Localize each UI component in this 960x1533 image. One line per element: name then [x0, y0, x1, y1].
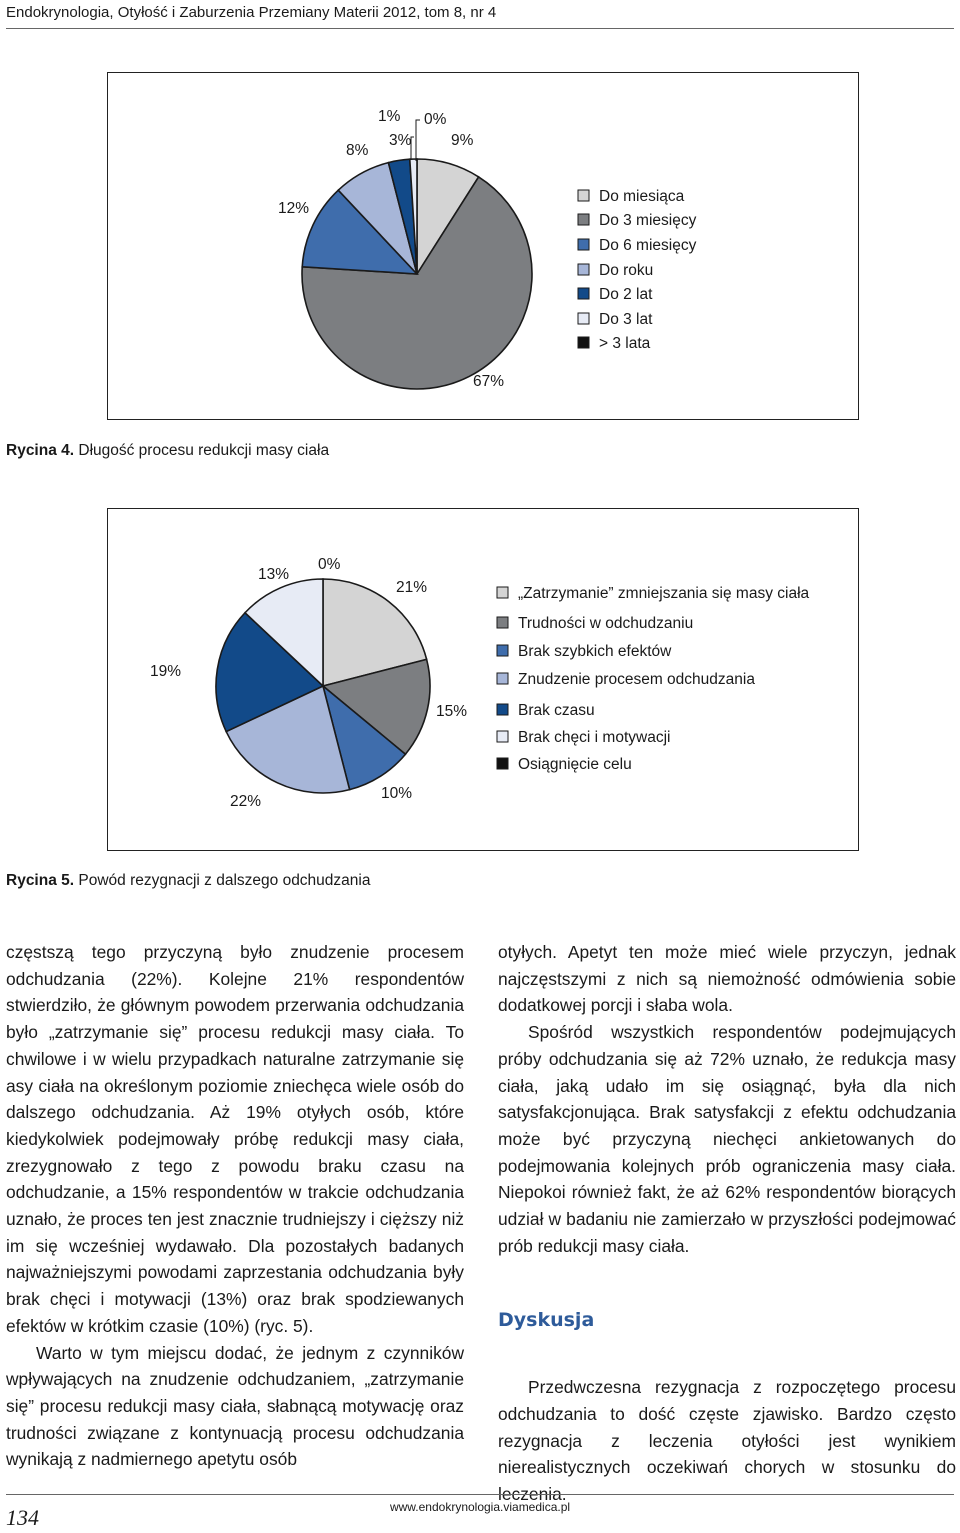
figure-5-chart	[107, 508, 859, 851]
figure-5-caption	[6, 872, 370, 890]
pie-value-label: 8%	[346, 142, 369, 159]
body-paragraph: Warto w tym miejscu dodać, że jednym z czynników wpływających na znudzenie odchudzaniem, „zatrzymanie się” procesu redukcji masy ciała, słabnącą motywację oraz trudności związane z kontynuacją procesu odchudzania wynikają z nadmiernego apetytu osób	[6, 1342, 464, 1470]
section-heading-dyskusja: Dyskusja	[498, 1309, 595, 1332]
legend-swatch	[578, 264, 589, 275]
page-number: 134	[6, 1505, 39, 1530]
journal-url: www.endokrynologia.viamedica.pl	[389, 1500, 571, 1514]
text-column-right	[498, 939, 956, 1508]
legend-swatch	[578, 190, 589, 201]
figure-4-pie-svg	[108, 73, 858, 419]
pie-value-label: 0%	[424, 111, 447, 128]
leader-line	[411, 137, 414, 160]
body-paragraph: Przedwczesna rezygnacja z rozpoczętego procesu odchudzania to dość częste zjawisko. Bardzo często rezygnacja z leczenia otyłości jest wynikiem nierealistycznych oczekiwań chorych w stosunku do leczenia.	[498, 1377, 956, 1504]
legend-entry-zatrzymanie-zmniejszania-sie-masy-ciala: „Zatrzymanie” zmniejszania się masy ciała	[518, 585, 810, 602]
pie-value-label: 13%	[258, 566, 290, 583]
figure-4-caption-label: Rycina 4.	[6, 442, 75, 459]
legend-swatch	[497, 758, 508, 769]
figure-5-caption-label: Rycina 5.	[6, 872, 75, 889]
pie-value-label: 67%	[473, 373, 505, 390]
footer-rule	[6, 1494, 954, 1495]
leader-line	[416, 120, 420, 161]
legend-entry-do-3-miesiecy: Do 3 miesięcy	[599, 212, 697, 229]
figure-4-chart	[107, 72, 859, 420]
legend-swatch	[497, 617, 508, 628]
legend-entry-brak-checi-i-motywacji: Brak chęci i motywacji	[518, 729, 671, 746]
legend-entry-trudnosci-w-odchudzaniu: Trudności w odchudzaniu	[518, 615, 694, 632]
legend-entry-znudzenie-procesem-odchudzania: Znudzenie procesem odchudzania	[518, 671, 755, 688]
pie-value-label: 3%	[389, 132, 412, 149]
legend-swatch	[578, 337, 589, 348]
legend-entry-brak-czasu: Brak czasu	[518, 702, 595, 719]
pie-value-label: 19%	[150, 663, 182, 680]
figure-4-caption-text: Długość procesu redukcji masy ciała	[78, 442, 330, 459]
legend-swatch	[497, 731, 508, 742]
figure-4-caption	[6, 442, 329, 460]
legend-swatch	[497, 645, 508, 656]
legend-swatch	[578, 288, 589, 299]
legend-swatch	[578, 313, 589, 324]
running-head: Endokrynologia, Otyłość i Zaburzenia Przemiany Materii 2012, tom 8, nr 4	[6, 4, 497, 21]
legend-entry-3-lata: > 3 lata	[599, 335, 651, 352]
legend-swatch	[497, 587, 508, 598]
figure-5-caption-text: Powód rezygnacji z dalszego odchudzania	[78, 872, 371, 889]
pie-value-label: 21%	[396, 579, 428, 596]
legend-swatch	[578, 239, 589, 250]
pie-value-label: 1%	[378, 108, 401, 125]
legend-entry-brak-szybkich-efektow: Brak szybkich efektów	[518, 643, 672, 660]
legend-entry-osiagniecie-celu: Osiągnięcie celu	[518, 756, 632, 773]
legend-swatch	[578, 214, 589, 225]
pie-value-label: 9%	[451, 132, 474, 149]
legend-entry-do-6-miesiecy: Do 6 miesięcy	[599, 237, 697, 254]
legend-entry-do-miesiaca: Do miesiąca	[599, 188, 685, 205]
figure-5-pie-svg	[108, 509, 858, 850]
legend-swatch	[497, 673, 508, 684]
pie-value-label: 12%	[278, 200, 310, 217]
body-paragraph: częstszą tego przyczyną było znudzenie procesem odchudzania (22%). Kolejne 21% respondentów stwierdziło, że głównym powodem przerwania odchudzania było „zatrzymanie się” procesu redukcji masy ciała. To chwilowe i w wielu przypadkach naturalne zatrzymanie się asy ciała na określonym poziomie zniechęca wiele osób do dalszego odchudzania. Aż 19% otyłych osób, które kiedykolwiek podejmowały próbę redukcji masy ciała, zrezygnowało z tego z powodu braku czasu na odchudzanie, a 15% respondentów w trakcie odchudzania uznało, że proces ten jest znacznie trudniejszy i cięższy niż im się wcześniej wydawało. Dla pozostałych badanych najważniejszymi powodami zaprzestania odchudzania były brak chęci i motywacji (13%) oraz brak spodziewanych efektów w krótkim czasie (10%) (ryc. 5).	[6, 942, 464, 1336]
body-paragraph: Spośród wszystkich respondentów podejmujących próby odchudzania się aż 72% uznało, że redukcja masy ciała, jaką udało im się osiągnąć, była dla nich satysfakcjonująca. Brak satysfakcji z efektu odchudzania może być przyczyną niechęci ankietowanych do podejmowania kolejnych prób ograniczenia masy ciała. Niepokoi również fakt, że aż 62% respondentów biorących udział w badaniu nie zamierzało w przyszłości podejmować prób redukcji masy ciała.	[498, 1022, 956, 1256]
legend-entry-do-3-lat: Do 3 lat	[599, 311, 653, 328]
legend-entry-do-roku: Do roku	[599, 262, 654, 279]
pie-value-label: 15%	[436, 703, 468, 720]
body-paragraph: otyłych. Apetyt ten może mieć wiele przyczyn, jednak najczęstszymi z nich są niemożność odmówienia sobie dodatkowej porcji i słaba wola.	[498, 942, 956, 1016]
legend-entry-do-2-lat: Do 2 lat	[599, 286, 653, 303]
header-rule	[6, 28, 954, 29]
text-column-left	[6, 939, 464, 1473]
legend-swatch	[497, 704, 508, 715]
pie-value-label: 22%	[230, 793, 262, 810]
pie-value-label: 10%	[381, 785, 413, 802]
pie-value-label: 0%	[318, 556, 341, 573]
